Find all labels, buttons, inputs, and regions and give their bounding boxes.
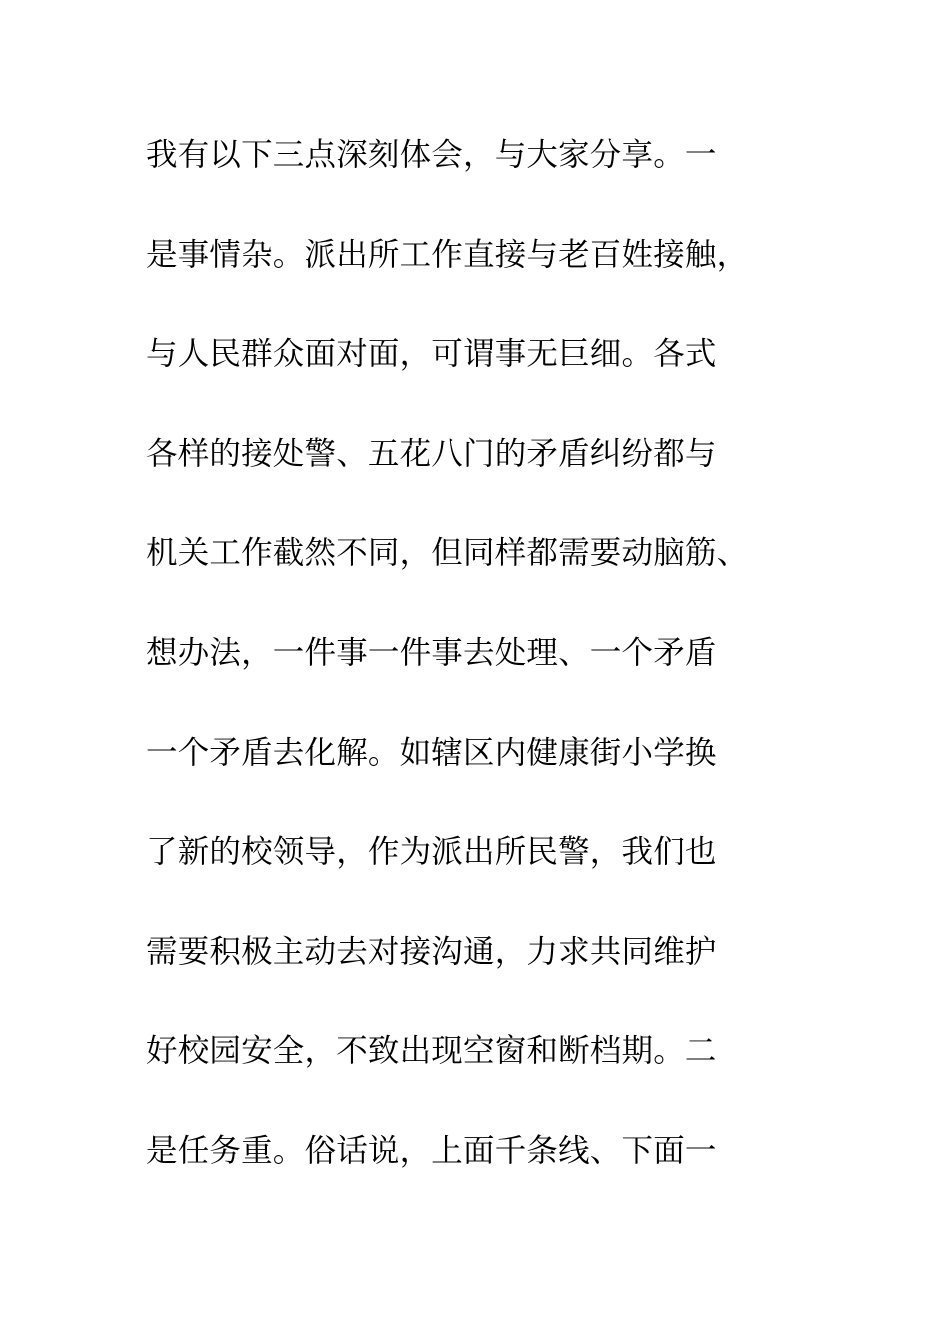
text-line: 想办法，一件事一件事去处理、一个矛盾 (146, 634, 717, 671)
text-line: 我有以下三点深刻体会，与大家分享。一 (146, 137, 717, 173)
text-line: 了新的校领导，作为派出所民警，我们也 (146, 834, 717, 871)
text-line: 需要积极主动去对接沟通，力求共同维护 (146, 933, 717, 970)
text-line: 与人民群众面对面，可谓事无巨细。各式 (146, 336, 717, 373)
body-text (146, 125, 826, 1221)
text-line: 一个矛盾去化解。如辖区内健康街小学换 (146, 734, 717, 771)
text-line: 是任务重。俗话说，上面千条线、下面一 (146, 1132, 717, 1169)
text-line: 各样的接处警、五花八门的矛盾纠纷都与 (146, 435, 717, 472)
text-line: 好校园安全，不致出现空窗和断档期。二 (146, 1033, 717, 1070)
text-line: 是事情杂。派出所工作直接与老百姓接触， (146, 236, 749, 273)
text-line: 机关工作截然不同，但同样都需要动脑筋、 (146, 535, 749, 572)
